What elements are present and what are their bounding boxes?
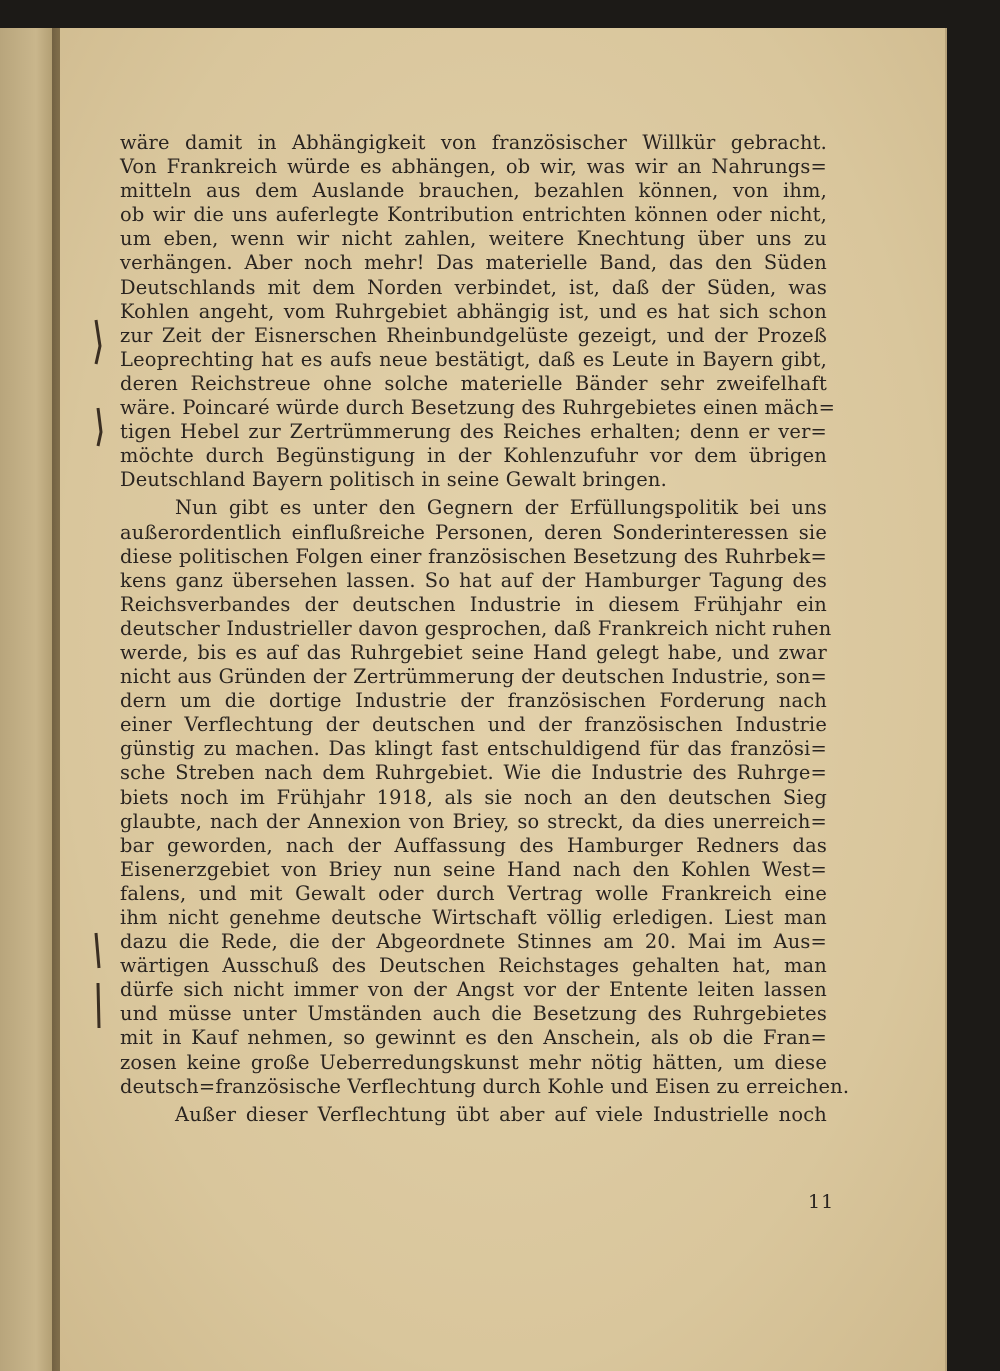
- text-line: ihm nicht genehme deutsche Wirtschaft völlig erledigen. Liest man: [120, 906, 827, 929]
- text-line: Nun gibt es unter den Gegnern der Erfüllungspolitik bei uns: [175, 496, 827, 520]
- text-line: ob wir die uns auferlegte Kontribution entrichten können oder nicht,: [120, 203, 827, 227]
- text-line: zosen keine große Ueberredungskunst mehr nötig hätten, um diese: [120, 1050, 827, 1074]
- text-line: biets noch im Frühjahr 1918, als sie noch an den deutschen Sieg: [120, 785, 827, 809]
- text-line: sche Streben nach dem Ruhrgebiet. Wie die Industrie des Ruhrge=: [120, 761, 827, 785]
- text-line: mitteln aus dem Auslande brauchen, bezahlen können, von ihm,: [120, 179, 827, 203]
- text-line: Reichsverbandes der deutschen Industrie in diesem Frühjahr ein: [120, 592, 827, 616]
- text-line: deren Reichstreue ohne solche materielle Bänder sehr zweifelhaft: [120, 371, 827, 395]
- text-line: dern um die dortige Industrie der französischen Forderung nach: [120, 689, 827, 713]
- text-line: deutsch=französische Verflechtung durch Kohle und Eisen zu erreichen.: [120, 1074, 850, 1098]
- text-line: diese politischen Folgen einer französischen Besetzung des Ruhrbek=: [120, 544, 827, 568]
- left-page-edge: [0, 28, 60, 1371]
- text-line: falens, und mit Gewalt oder durch Vertrag wolle Frankreich eine: [120, 881, 827, 905]
- text-line: kens ganz übersehen lassen. So hat auf der Hamburger Tagung des: [120, 568, 827, 592]
- text-line: außerordentlich einflußreiche Personen, deren Sonderinteressen sie: [120, 520, 827, 544]
- text-line: Eisenerzgebiet von Briey nun seine Hand nach den Kohlen West=: [120, 857, 827, 881]
- text-line: Deutschlands mit dem Norden verbindet, ist, daß der Süden, was: [120, 275, 827, 299]
- text-line: verhängen. Aber noch mehr! Das materielle Band, das den Süden: [120, 251, 827, 275]
- text-line: dürfe sich nicht immer von der Angst vor der Entente leiten lassen: [120, 978, 827, 1002]
- text-line: um eben, wenn wir nicht zahlen, weitere Knechtung über uns zu: [120, 227, 827, 251]
- book-page: [60, 28, 947, 1371]
- text-line: und müsse unter Umständen auch die Besetzung des Ruhrgebietes: [120, 1002, 827, 1026]
- text-line: zur Zeit der Eisnerschen Rheinbundgelüste gezeigt, und der Prozeß: [120, 323, 827, 347]
- text-line: einer Verflechtung der deutschen und der französischen Industrie: [120, 713, 827, 737]
- paragraph-2: [120, 496, 850, 1098]
- text-line: glaubte, nach der Annexion von Briey, so streckt, da dies unerreich=: [120, 809, 827, 833]
- text-line: Kohlen angeht, vom Ruhrgebiet abhängig ist, und es hat sich schon: [120, 299, 827, 323]
- body-text: [120, 131, 850, 1127]
- paragraph-3: [120, 1103, 827, 1127]
- text-line: wärtigen Ausschuß des Deutschen Reichstages gehalten hat, man: [120, 954, 827, 978]
- text-line: Außer dieser Verflechtung übt aber auf viele Industrielle noch: [175, 1102, 827, 1126]
- text-line: mit in Kauf nehmen, so gewinnt es den Anschein, als ob die Fran=: [120, 1026, 827, 1050]
- text-line: günstig zu machen. Das klingt fast entschuldigend für das französi=: [120, 737, 827, 761]
- text-line: dazu die Rede, die der Abgeordnete Stinnes am 20. Mai im Aus=: [120, 930, 827, 954]
- text-line: deutscher Industrieller davon gesprochen, daß Frankreich nicht ruhen: [120, 616, 832, 640]
- text-line: möchte durch Begünstigung in der Kohlenzufuhr vor dem übrigen: [120, 444, 827, 468]
- text-line: Deutschland Bayern politisch in seine Gewalt bringen.: [120, 468, 667, 492]
- text-line: werde, bis es auf das Ruhrgebiet seine Hand gelegt habe, und zwar: [120, 640, 827, 664]
- binding-thread-marks: [90, 28, 110, 1371]
- text-line: nicht aus Gründen der Zertrümmerung der deutschen Industrie, son=: [120, 665, 827, 689]
- text-line: bar geworden, nach der Auffassung des Hamburger Redners das: [120, 833, 827, 857]
- page-number: 11: [808, 1191, 835, 1213]
- text-line: tigen Hebel zur Zertrümmerung des Reiches erhalten; denn er ver=: [120, 420, 827, 444]
- text-line: Von Frankreich würde es abhängen, ob wir, was wir an Nahrungs=: [120, 155, 827, 179]
- text-line: Leoprechting hat es aufs neue bestätigt, daß es Leute in Bayern gibt,: [120, 347, 827, 371]
- text-line: wäre. Poincaré würde durch Besetzung des Ruhrgebietes einen mäch=: [120, 396, 836, 420]
- paragraph-1: [120, 131, 836, 492]
- text-line: wäre damit in Abhängigkeit von französischer Willkür gebracht.: [120, 131, 827, 154]
